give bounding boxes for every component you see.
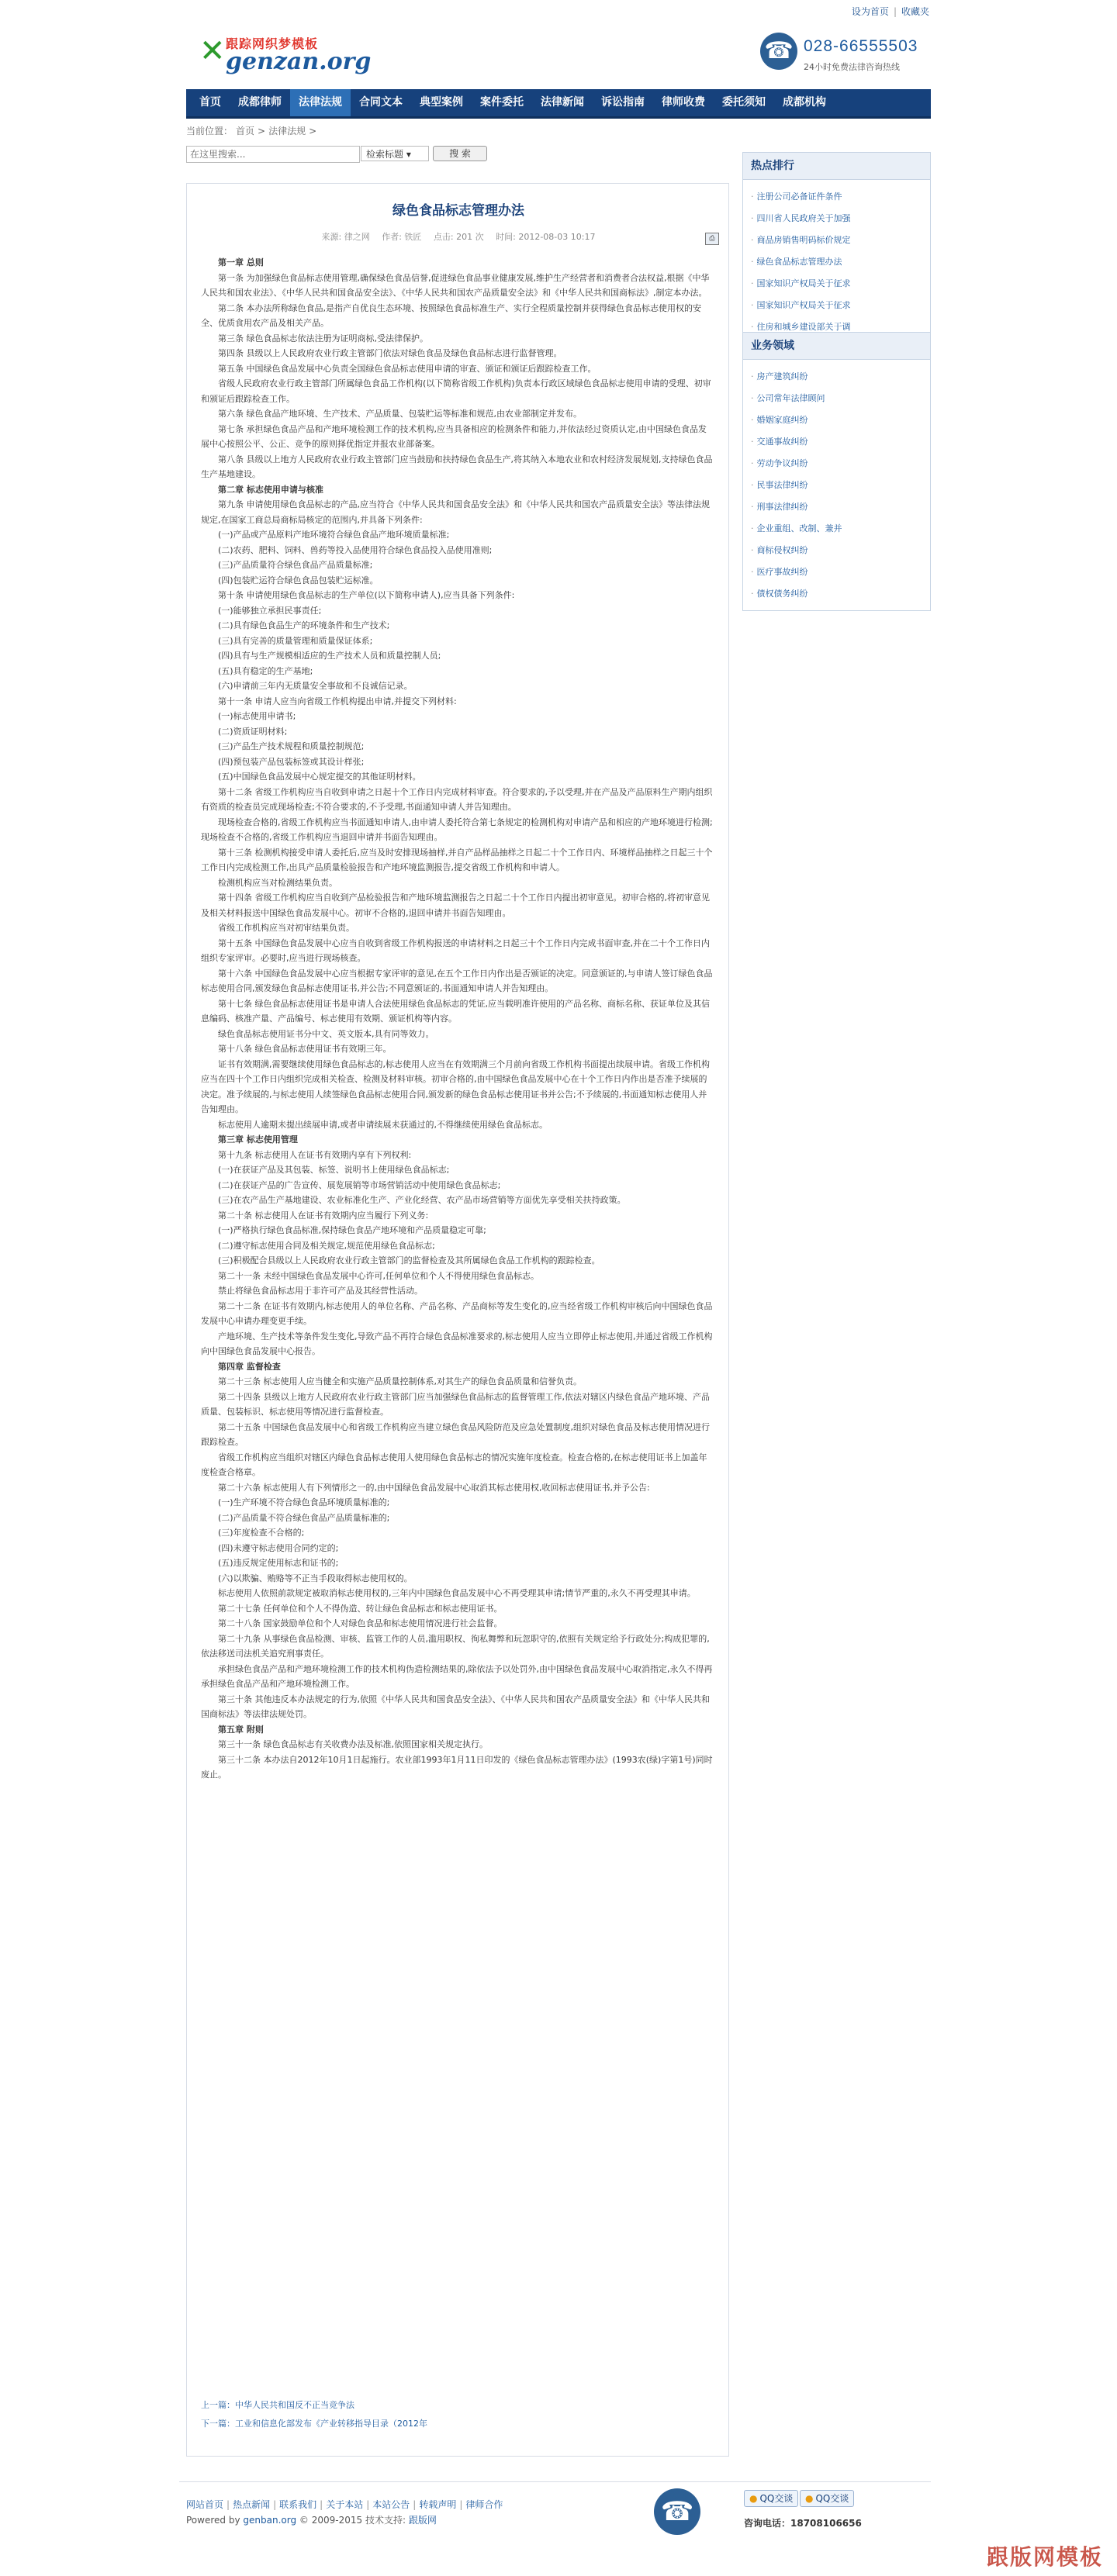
nav-item[interactable]: 案件委托: [480, 96, 524, 109]
article-paragraph: 第二十六条 标志使用人有下列情形之一的,由中国绿色食品发展中心取消其标志使用权,收回标志使用证书,并予公告:: [218, 1482, 650, 1493]
article-paragraph: (四)具有与生产规模相适应的生产技术人员和质量控制人员;: [218, 651, 441, 661]
qq-chat-button-1[interactable]: [744, 2490, 798, 2507]
article-paragraph: (五)具有稳定的生产基地;: [218, 665, 313, 676]
article-paragraph: 第十三条 检测机构接受申请人委托后,应当及时安排现场抽样,并自产品样品抽样之日起二十个工作日内、环境样品抽样之日起三十个工作日内完成检测工作,出具产品质量检验报告和产地环境监测报告,提交省级工作机构和申请人。: [201, 847, 713, 872]
article-paragraph: 产地环境、生产技术等条件发生变化,导致产品不再符合绿色食品标准要求的,标志使用人应当立即停止标志使用,并通过省级工作机构向中国绿色食品发展中心报告。: [201, 1331, 713, 1356]
sidebar-link[interactable]: · 商品房销售明码标价规定: [751, 230, 922, 251]
nav-item[interactable]: 委托须知: [722, 96, 766, 109]
qq-icon: ●: [749, 2493, 758, 2504]
footer-phone-icon: ☎: [654, 2488, 700, 2535]
nav-item[interactable]: 诉讼指南: [601, 96, 645, 109]
article-paragraph: 第二十八条 国家鼓励单位和个人对绿色食品和标志使用情况进行社会监督。: [218, 1618, 503, 1628]
article-paragraph: (四)未遵守标志使用合同约定的;: [218, 1542, 339, 1553]
article-paragraph: 标志使用人逾期未提出续展申请,或者申请续展未获通过的,不得继续使用绿色食品标志。: [218, 1119, 548, 1130]
article-paragraph: 第十五条 中国绿色食品发展中心应当自收到省级工作机构报送的申请材料之日起三十个工作日内完成书面审查,并在二十个工作日内组织专家评审。必要时,应当进行现场核查。: [201, 938, 710, 963]
article-paragraph: (一)能够独立承担民事责任;: [218, 605, 322, 616]
article-paragraph: 第十一条 申请人应当向省级工作机构提出申请,并提交下列材料:: [218, 696, 457, 706]
article-paragraph: 第二十四条 县级以上地方人民政府农业行政主管部门应当加强绿色食品标志的监督管理工作,依法对辖区内绿色食品产地环境、产品质量、包装标识、标志使用等情况进行监督检查。: [201, 1391, 710, 1417]
article-paragraph: 标志使用人依照前款规定被取消标志使用权的,三年内中国绿色食品发展中心不再受理其申请;情节严重的,永久不再受理其申请。: [218, 1588, 696, 1598]
sidebar-link[interactable]: · 国家知识产权局关于征求: [751, 273, 922, 295]
nav-item[interactable]: 律师收费: [662, 96, 705, 109]
article-paragraph: (一)产品或产品原料产地环境符合绿色食品产地环境质量标准;: [218, 530, 450, 540]
article-paragraph: 省级人民政府农业行政主管部门所属绿色食品工作机构(以下简称省级工作机构)负责本行政区域绿色食品标志使用申请的受理、初审和颁证后跟踪检查工作。: [201, 378, 711, 404]
article-views: 点击: 201 次: [433, 232, 484, 242]
article-paragraph: 第九条 申请使用绿色食品标志的产品,应当符合《中华人民共和国食品安全法》和《中华人民共和国农产品质量安全法》等法律法规规定,在国家工商总局商标局核定的范围内,并具备下列条件:: [201, 499, 710, 525]
article-paragraph: 第三十一条 绿色食品标志有关收费办法及标准,依照国家相关规定执行。: [218, 1739, 488, 1749]
article-paragraph: 省级工作机构应当组织对辖区内绿色食品标志使用人使用绿色食品标志的情况实施年度检查。检查合格的,在标志使用证书上加盖年度检查合格章。: [201, 1452, 707, 1477]
watermark: 跟版网模板: [987, 2544, 1104, 2570]
nav-item[interactable]: 法律新闻: [541, 96, 584, 109]
article-paragraph: (一)标志使用申请书;: [218, 711, 296, 721]
search-button[interactable]: 搜 索: [433, 146, 487, 161]
chapter-heading: 第四章 监督检查: [218, 1361, 281, 1372]
chapter-heading: 第一章 总则: [218, 257, 264, 268]
article-paragraph: 第十八条 绿色食品标志使用证书有效期三年。: [218, 1044, 392, 1054]
breadcrumb-separator: >: [309, 126, 317, 136]
copyright-prefix: Powered by: [186, 2515, 240, 2526]
sidebar-link[interactable]: · 房产建筑纠纷: [751, 366, 922, 388]
article-paragraph: 第二十五条 中国绿色食品发展中心和省级工作机构应当建立绿色食品风险防范及应急处置制度,组织对绿色食品及标志使用情况进行跟踪检查。: [201, 1421, 710, 1447]
sidebar-link[interactable]: · 商标侵权纠纷: [751, 540, 922, 561]
article-paragraph: (二)资质证明材料;: [218, 726, 288, 737]
sidebar-link[interactable]: · 国家知识产权局关于征求: [751, 295, 922, 316]
footer-link[interactable]: 本站公告: [372, 2499, 410, 2510]
business-areas-title: 业务领域: [743, 333, 930, 360]
article-paragraph: (一)在获证产品及其包装、标签、说明书上使用绿色食品标志;: [218, 1165, 450, 1175]
article-body: [201, 255, 714, 1783]
nav-item[interactable]: 合同文本: [359, 96, 403, 109]
article-paragraph: (二)遵守标志使用合同及相关规定,规范使用绿色食品标志;: [218, 1240, 435, 1251]
footer-separator: |: [227, 2499, 230, 2510]
article-paragraph: (三)具有完善的质量管理和质量保证体系;: [218, 635, 373, 646]
article-paragraph: 第二十条 标志使用人在证书有效期内应当履行下列义务:: [218, 1210, 429, 1221]
qq-chat-label: QQ交谈: [759, 2493, 794, 2504]
article-paragraph: 检测机构应当对检测结果负责。: [218, 877, 337, 888]
footer-separator: |: [459, 2499, 463, 2510]
add-favorite-link[interactable]: 收藏夹: [901, 6, 929, 17]
sidebar-link[interactable]: · 交通事故纠纷: [751, 431, 922, 453]
article-time: 时间: 2012-08-03 10:17: [496, 232, 596, 242]
article-author: 作者: 铁匠: [382, 232, 422, 242]
sidebar-link[interactable]: · 绿色食品标志管理办法: [751, 251, 922, 273]
article-paragraph: (三)积极配合县级以上人民政府农业行政主管部门的监督检查及其所属绿色食品工作机构的跟踪检查。: [218, 1255, 600, 1266]
copyright-brand[interactable]: genban.org: [243, 2515, 297, 2526]
article-paragraph: 第二条 本办法所称绿色食品,是指产自优良生态环境、按照绿色食品标准生产、实行全程质量控制并获得绿色食品标志使用权的安全、优质食用农产品及相关产品。: [201, 302, 701, 328]
consult-phone: 咨询电话：18708106656: [744, 2518, 862, 2529]
article-paragraph: 第七条 承担绿色食品产品和产地环境检测工作的技术机构,应当具备相应的检测条件和能力,并依法经过资质认定,由中国绿色食品发展中心按照公平、公正、竞争的原则择优指定并报农业部备案。: [201, 423, 707, 449]
article-paragraph: 省级工作机构应当对初审结果负责。: [218, 923, 354, 933]
footer-separator: |: [366, 2499, 370, 2510]
article-paragraph: (五)中国绿色食品发展中心规定提交的其他证明材料。: [218, 772, 421, 782]
article-title: 绿色食品标志管理办法: [393, 203, 524, 219]
article-paragraph: 承担绿色食品产品和产地环境检测工作的技术机构伪造检测结果的,除依法予以处罚外,由中国绿色食品发展中心取消指定,永久不得再承担绿色食品产品和产地环境检测工作。: [201, 1663, 713, 1689]
article-paragraph: 现场检查合格的,省级工作机构应当书面通知申请人,由申请人委托符合第七条规定的检测机构对申请产品和相应的产地环境进行检测;现场检查不合格的,省级工作机构应当退回申请并书面告知理由。: [201, 817, 713, 842]
article-panel: [186, 183, 729, 2457]
article-paragraph: (二)在获证产品的广告宣传、展览展销等市场营销活动中使用绿色食品标志;: [218, 1179, 501, 1190]
article-paragraph: (四)预包装产品包装标签或其设计样张;: [218, 756, 365, 767]
set-homepage-link[interactable]: 设为首页: [851, 6, 889, 17]
sidebar-link[interactable]: · 企业重组、改制、兼并: [751, 518, 922, 540]
qq-chat-label: QQ交谈: [815, 2493, 849, 2504]
article-paragraph: (二)产品质量不符合绿色食品产品质量标准的;: [218, 1512, 390, 1523]
article-paragraph: 第三十二条 本办法自2012年10月1日起施行。农业部1993年1月11日印发的《绿色食品标志管理办法》(1993农(绿)字第1号)同时废止。: [201, 1754, 713, 1780]
article-paragraph: 禁止将绿色食品标志用于非许可产品及其经营性活动。: [218, 1286, 423, 1296]
site-header: [179, 23, 931, 85]
breadcrumb: [186, 124, 320, 137]
top-links-separator: |: [893, 6, 897, 17]
hotline-subtitle: 24小时免费法律咨询热线: [804, 62, 900, 72]
search-input[interactable]: 在这里搜索...: [186, 146, 360, 163]
chapter-heading: 第三章 标志使用管理: [218, 1134, 298, 1145]
article-source: 来源: 律之网: [321, 232, 370, 242]
prev-article-link[interactable]: 上一篇：中华人民共和国反不正当竞争法: [201, 2400, 354, 2410]
article-paragraph: 绿色食品标志使用证书分中文、英文版本,具有同等效力。: [218, 1028, 434, 1039]
article-paragraph: (三)产品生产技术规程和质量控制规范;: [218, 741, 365, 751]
nav-item[interactable]: 首页: [199, 96, 221, 109]
sidebar-link[interactable]: · 公司常年法律顾问: [751, 388, 922, 409]
article-paragraph: 第八条 县级以上地方人民政府农业行政主管部门应当鼓励和扶持绿色食品生产,将其纳入本地农业和农村经济发展规划,支持绿色食品生产基地建设。: [201, 454, 713, 479]
next-article-link[interactable]: 下一篇：工业和信息化部发布《产业转移指导目录（2012年: [201, 2419, 427, 2429]
breadcrumb-separator: >: [258, 126, 266, 136]
article-paragraph: (二)农药、肥料、饲料、兽药等投入品使用符合绿色食品投入品使用准则;: [218, 544, 493, 555]
footer-link[interactable]: 转载声明: [419, 2499, 457, 2510]
sidebar-link[interactable]: · 民事法律纠纷: [751, 475, 922, 496]
footer-separator: |: [320, 2499, 323, 2510]
qq-chat-button-2[interactable]: [800, 2490, 854, 2507]
article-paragraph: 第三条 绿色食品标志依法注册为证明商标,受法律保护。: [218, 333, 428, 344]
article-paragraph: 第十二条 省级工作机构应当自收到申请之日起十个工作日内完成材料审查。符合要求的,予以受理,并在产品及产品原料生产期内组织有资质的检查员完成现场检查;不符合要求的,不予受理,书面通知申请人并告知理由。: [201, 786, 713, 812]
article-paragraph: 第十四条 省级工作机构应当自收到产品检验报告和产地环境监测报告之日起二十个工作日内提出初审意见。初审合格的,将初审意见及相关材料报送中国绿色食品发展中心。初审不合格的,退回申请并书面告知理由。: [201, 893, 710, 918]
article-paragraph: 第四条 县级以上人民政府农业行政主管部门依法对绿色食品及绿色食品标志进行监督管理。: [218, 348, 562, 358]
running-man-icon: ✕: [199, 33, 226, 69]
nav-item[interactable]: 典型案例: [420, 96, 463, 109]
footer-link[interactable]: 关于本站: [326, 2499, 364, 2510]
sidebar-link[interactable]: · 住房和城乡建设部关于调: [751, 316, 922, 338]
article-paragraph: 第二十七条 任何单位和个人不得伪造、转让绿色食品标志和标志使用证书。: [218, 1603, 503, 1614]
article-paragraph: 第二十二条 在证书有效期内,标志使用人的单位名称、产品名称、产品商标等发生变化的,应当经省级工作机构审核后向中国绿色食品发展中心申请办理变更手续。: [201, 1300, 713, 1326]
article-paragraph: (六)以欺骗、贿赂等不正当手段取得标志使用权的。: [218, 1573, 413, 1583]
nav-item[interactable]: 成都机构: [783, 96, 826, 109]
article-paragraph: 第十六条 中国绿色食品发展中心应当根据专家评审的意见,在五个工作日内作出是否颁证的决定。同意颁证的,与申请人签订绿色食品标志使用合同,颁发绿色食品标志使用证书,并公告;不同意颁证的,书面通知申请人并告知理由。: [201, 968, 713, 993]
support-link[interactable]: 跟版网: [408, 2515, 437, 2526]
footer-link[interactable]: 热点新闻: [233, 2499, 271, 2510]
business-areas-box: [742, 332, 931, 611]
sidebar-link[interactable]: · 注册公司必备证件条件: [751, 186, 922, 208]
breadcrumb-label: 当前位置：: [186, 126, 233, 136]
article-paragraph: (六)申请前三年内无质量安全事故和不良诚信记录。: [218, 681, 413, 691]
print-icon[interactable]: ⎙: [705, 233, 719, 245]
article-paragraph: 第二十九条 从事绿色食品检测、审核、监管工作的人员,滥用职权、徇私舞弊和玩忽职守的,依照有关规定给予行政处分;构成犯罪的,依法移送司法机关追究刑事责任。: [201, 1633, 710, 1659]
footer-separator: |: [413, 2499, 417, 2510]
article-paragraph: 第三十条 其他违反本办法规定的行为,依照《中华人民共和国食品安全法》、《中华人民共和国农产品质量安全法》和《中华人民共和国商标法》等法律法规处罚。: [201, 1694, 710, 1719]
sidebar-link[interactable]: · 刑事法律纠纷: [751, 496, 922, 518]
chapter-heading: 第二章 标志使用申请与核准: [218, 484, 323, 495]
article-paragraph: 第十条 申请使用绿色食品标志的生产单位(以下简称申请人),应当具备下列条件:: [218, 590, 515, 600]
article-paragraph: (一)严格执行绿色食品标准,保持绿色食品产地环境和产品质量稳定可靠;: [218, 1225, 486, 1235]
article-paragraph: 证书有效期满,需要继续使用绿色食品标志的,标志使用人应当在有效期满三个月前向省级工作机构书面提出续展申请。省级工作机构应当在四十个工作日内组织完成相关检查、检测及材料审核。初审合格的,由中国绿色食品发展中心在十个工作日内作出是否准予续展的决定。准予续展的,与标志使用人续签绿色食品标志使用合同,颁发新的绿色食品标志使用证书并公告;不予续展的,书面通知标志使用人并告知理由。: [201, 1058, 710, 1114]
footer-link[interactable]: 联系我们: [279, 2499, 317, 2510]
copyright: [186, 2513, 437, 2526]
article-paragraph: 第五条 中国绿色食品发展中心负责全国绿色食品标志使用申请的审查、颁证和颁证后跟踪检查工作。: [218, 363, 597, 374]
article-paragraph: 第十七条 绿色食品标志使用证书是申请人合法使用绿色食品标志的凭证,应当载明准许使用的产品名称、商标名称、获证单位及其信息编码、核准产量、产品编号、标志使用有效期、颁证机构等内容。: [201, 998, 710, 1024]
site-logo[interactable]: [199, 31, 372, 79]
sidebar-link[interactable]: · 四川省人民政府关于加强: [751, 208, 922, 230]
main-nav: [186, 89, 931, 119]
article-paragraph: (一)生产环境不符合绿色食品环境质量标准的;: [218, 1497, 390, 1507]
site-footer: [179, 2481, 931, 2567]
footer-link[interactable]: 律师合作: [465, 2499, 503, 2510]
sidebar-link[interactable]: · 债权债务纠纷: [751, 583, 922, 605]
breadcrumb-section[interactable]: 法律法规: [268, 126, 306, 136]
sidebar-link[interactable]: · 劳动争议纠纷: [751, 453, 922, 475]
article-paragraph: 第二十三条 标志使用人应当健全和实施产品质量控制体系,对其生产的绿色食品质量和信誉负责。: [218, 1376, 582, 1386]
hot-ranking-box: [742, 152, 931, 340]
article-paragraph: (三)在农产品生产基地建设、农业标准化生产、产业化经营、农产品市场营销等方面优先享受相关扶持政策。: [218, 1195, 626, 1205]
article-paragraph: 第六条 绿色食品产地环境、生产技术、产品质量、包装贮运等标准和规范,由农业部制定并发布。: [218, 409, 582, 419]
sidebar-link[interactable]: · 婚姻家庭纠纷: [751, 409, 922, 431]
article-paragraph: (三)年度检查不合格的;: [218, 1528, 305, 1538]
logo-chinese-text: 跟踪网织梦模板: [226, 36, 319, 51]
article-paragraph: 第二十一条 未经中国绿色食品发展中心许可,任何单位和个人不得使用绿色食品标志。: [218, 1270, 539, 1281]
copyright-suffix: © 2009-2015 技术支持:: [299, 2515, 406, 2526]
footer-link[interactable]: 网站首页: [186, 2499, 224, 2510]
article-meta: [187, 230, 730, 243]
nav-item[interactable]: 成都律师: [238, 96, 282, 109]
article-paragraph: (四)包装贮运符合绿色食品包装贮运标准。: [218, 575, 379, 585]
breadcrumb-home[interactable]: 首页: [236, 126, 255, 136]
hotline-number: 028-66555503: [804, 37, 918, 55]
logo-english-text: genzan.org: [226, 48, 372, 75]
article-paragraph: (二)具有绿色食品生产的环境条件和生产技术;: [218, 620, 390, 630]
article-paragraph: (五)违反规定使用标志和证书的;: [218, 1558, 339, 1568]
search-type-select[interactable]: 检索标题 ▾: [361, 146, 429, 161]
footer-separator: |: [273, 2499, 277, 2510]
top-links: [847, 5, 929, 18]
nav-item[interactable]: 法律法规: [290, 89, 351, 116]
footer-links: [186, 2498, 506, 2511]
qq-icon: ●: [805, 2493, 814, 2504]
chapter-heading: 第五章 附则: [218, 1724, 264, 1735]
article-paragraph: 第一条 为加强绿色食品标志使用管理,确保绿色食品信誉,促进绿色食品事业健康发展,维护生产经营者和消费者合法权益,根据《中华人民共和国农业法》、《中华人民共和国食品安全法》、《中华人民共和国农产品质量安全法》和《中华人民共和国商标法》,制定本办法。: [201, 272, 710, 298]
article-paragraph: 第十九条 标志使用人在证书有效期内享有下列权利:: [218, 1149, 412, 1160]
article-paragraph: (三)产品质量符合绿色食品产品质量标准;: [218, 560, 373, 570]
phone-icon: ☎: [760, 33, 797, 70]
hotline: [760, 33, 923, 79]
sidebar-link[interactable]: · 医疗事故纠纷: [751, 561, 922, 583]
hot-ranking-title: 热点排行: [743, 153, 930, 180]
